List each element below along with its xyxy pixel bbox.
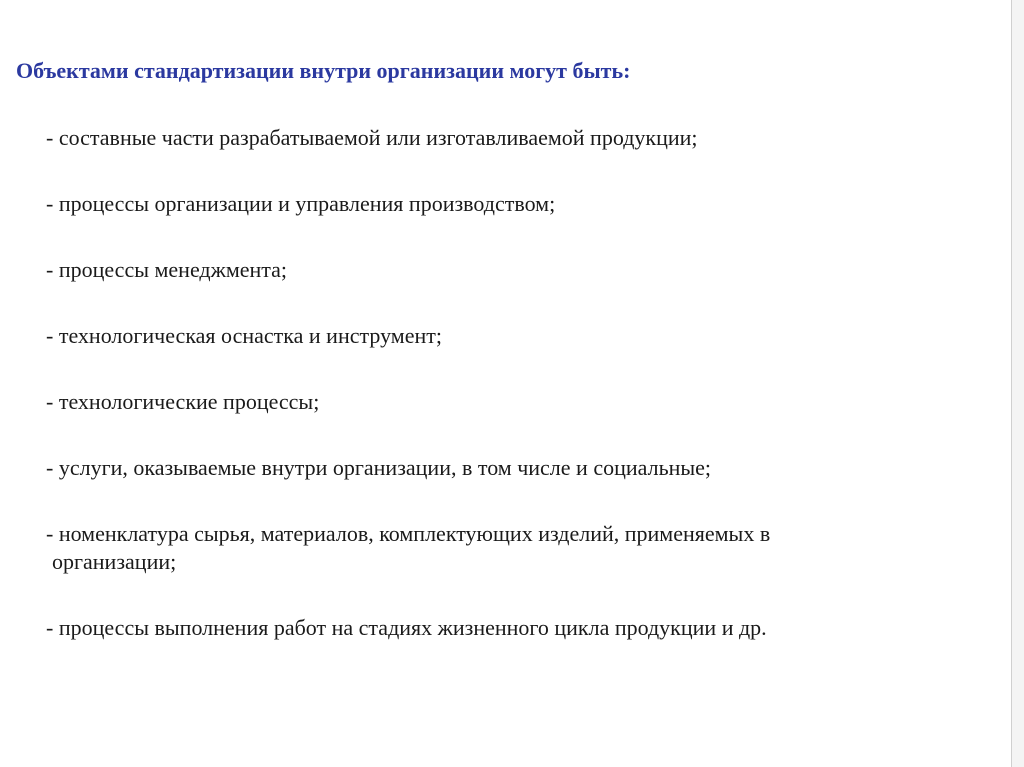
list-item: - процессы организации и управления производством; [46, 191, 556, 216]
objects-list [46, 124, 996, 680]
list-item [46, 520, 996, 576]
list-item: - процессы выполнения работ на стадиях жизненного цикла продукции и др. [46, 615, 767, 640]
list-item: - составные части разрабатываемой или изготавливаемой продукции; [46, 125, 698, 150]
list-item: - технологическая оснастка и инструмент; [46, 323, 442, 348]
list-item: - услуги, оказываемые внутри организации, в том числе и социальные; [46, 455, 712, 480]
list-item-continuation: организации; [52, 549, 177, 574]
side-strip [1012, 0, 1024, 767]
list-item: - процессы менеджмента; [46, 257, 288, 282]
slide-heading: Объектами стандартизации внутри организации могут быть: [16, 58, 631, 83]
list-item: - технологические процессы; [46, 389, 320, 414]
list-item-text: - номенклатура сырья, материалов, комплектующих изделий, применяемых в [46, 521, 771, 546]
